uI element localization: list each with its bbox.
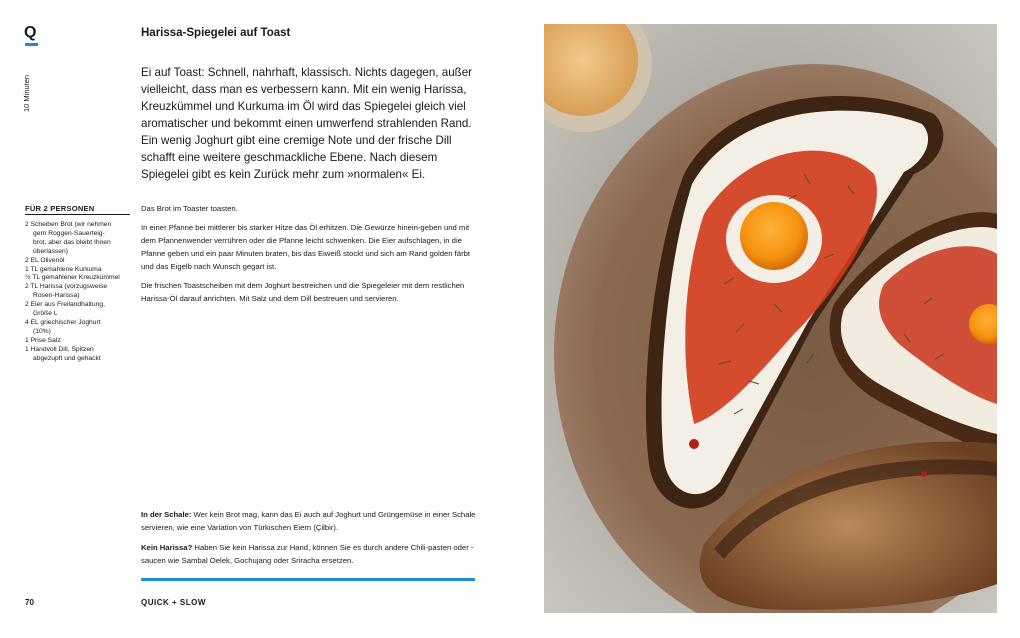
ingredient-text: 4 EL griechischer Joghurt [25, 318, 101, 326]
ingredient-text: 2 Eier aus Freilandhaltung, [25, 301, 105, 309]
tips-block [141, 508, 476, 574]
servings-underline [25, 214, 130, 215]
method-step: Das Brot im Toaster toasten. [141, 204, 238, 213]
recipe-intro: Ei auf Toast: Schnell, nahrhaft, klassisch. Nichts dagegen, außer vielleicht, dass man es verbessern kann. Mit ein wenig Harissa, Kreuzkümmel und Kurkuma im Öl wird das Spiegelei gleich viel aromatischer und bekommt einen umwerfend strahlenden Rand. Ein wenig Joghurt gibt eine cremige Note und der frische Dill schafft eine weitere geschmackliche Ebene. Nach diesem Spiegelei gibt es kein Zurück mehr zum »normalen« Ei. [141, 66, 473, 181]
section-accent-bar [25, 43, 38, 46]
ingredient-item [25, 274, 135, 283]
ingredient-item [25, 283, 135, 301]
method-step: In einer Pfanne bei mittlerer bis starker Hitze das Öl erhitzen. Die Gewürze hinein-geben und mit dem Pfannenwender verrühren oder die Pfanne leicht schwenken. Die Eier aufschlagen, in die Pfanne geben und ein paar Minuten braten, bis das Eiweiß stockt und sich am Rand golden färbt und das Eigelb nach Wunsch gegart ist. [141, 223, 471, 271]
ingredient-item [25, 319, 135, 337]
ingredient-continuation: abgezupft und gehackt [33, 354, 101, 362]
tip-text: Wer kein Brot mag, kann das Ei auch auf Joghurt und Grüngemüse in einer Schale servieren, wie eine Variation von Türkischen Eiern (Çilbir). [141, 510, 476, 532]
tips-rule [141, 578, 475, 581]
ingredient-text: 1 Handvoll Dill, Spitzen [25, 345, 94, 353]
section-letter: Q [24, 24, 37, 41]
ingredient-continuation: überlassen) [33, 247, 68, 255]
prep-time: 10 Minuten [22, 74, 31, 112]
ingredient-item [25, 221, 135, 257]
method-steps [141, 202, 476, 311]
ingredient-item [25, 337, 135, 346]
ingredient-continuation: brot, aber das bleibt Ihnen [33, 238, 111, 246]
ingredient-text: 2 EL Olivenöl [25, 256, 65, 264]
tip [141, 508, 476, 534]
ingredient-item [25, 301, 135, 319]
recipe-photo [544, 24, 997, 613]
book-title-footer: QUICK + SLOW [141, 598, 206, 607]
ingredient-continuation: gern Roggen-Sauerteig- [33, 229, 105, 237]
method-step: Die frischen Toastscheiben mit dem Joghurt bestreichen und die Spiegeleier mit dem restlichen Harissa-Öl darauf anrichten. Mit Salz und dem Dill bestreuen und servieren. [141, 281, 465, 303]
ingredient-text: 2 TL Harissa (vorzugsweise [25, 283, 108, 291]
tip-label: In der Schale: [141, 510, 192, 519]
ingredient-continuation: Größe L [33, 310, 58, 318]
page-number: 70 [25, 598, 34, 607]
servings-heading: FÜR 2 PERSONEN [25, 204, 95, 213]
egg-toast-illustration [544, 24, 997, 613]
tip-label: Kein Harissa? [141, 543, 193, 552]
ingredient-item [25, 346, 135, 364]
ingredient-continuation: (10%) [33, 327, 51, 335]
recipe-title: Harissa-Spiegelei auf Toast [141, 27, 291, 39]
tip-text: Haben Sie kein Harissa zur Hand, können Sie es durch andere Chili-pasten oder -saucen wie Sambal Oelek, Gochujang oder Sriracha ersetzen. [141, 543, 474, 565]
ingredient-text: 1 TL gemahlene Kurkuma [25, 265, 102, 273]
ingredient-text: ½ TL gemahlener Kreuzkümmel [25, 274, 120, 282]
ingredient-text: 1 Prise Salz [25, 336, 61, 344]
ingredient-item [25, 257, 135, 266]
ingredient-text: 2 Scheiben Brot (wir nehmen [25, 221, 112, 228]
tip [141, 541, 476, 567]
ingredient-list [25, 221, 135, 364]
ingredient-continuation: Rosen-Harissa) [33, 292, 80, 300]
